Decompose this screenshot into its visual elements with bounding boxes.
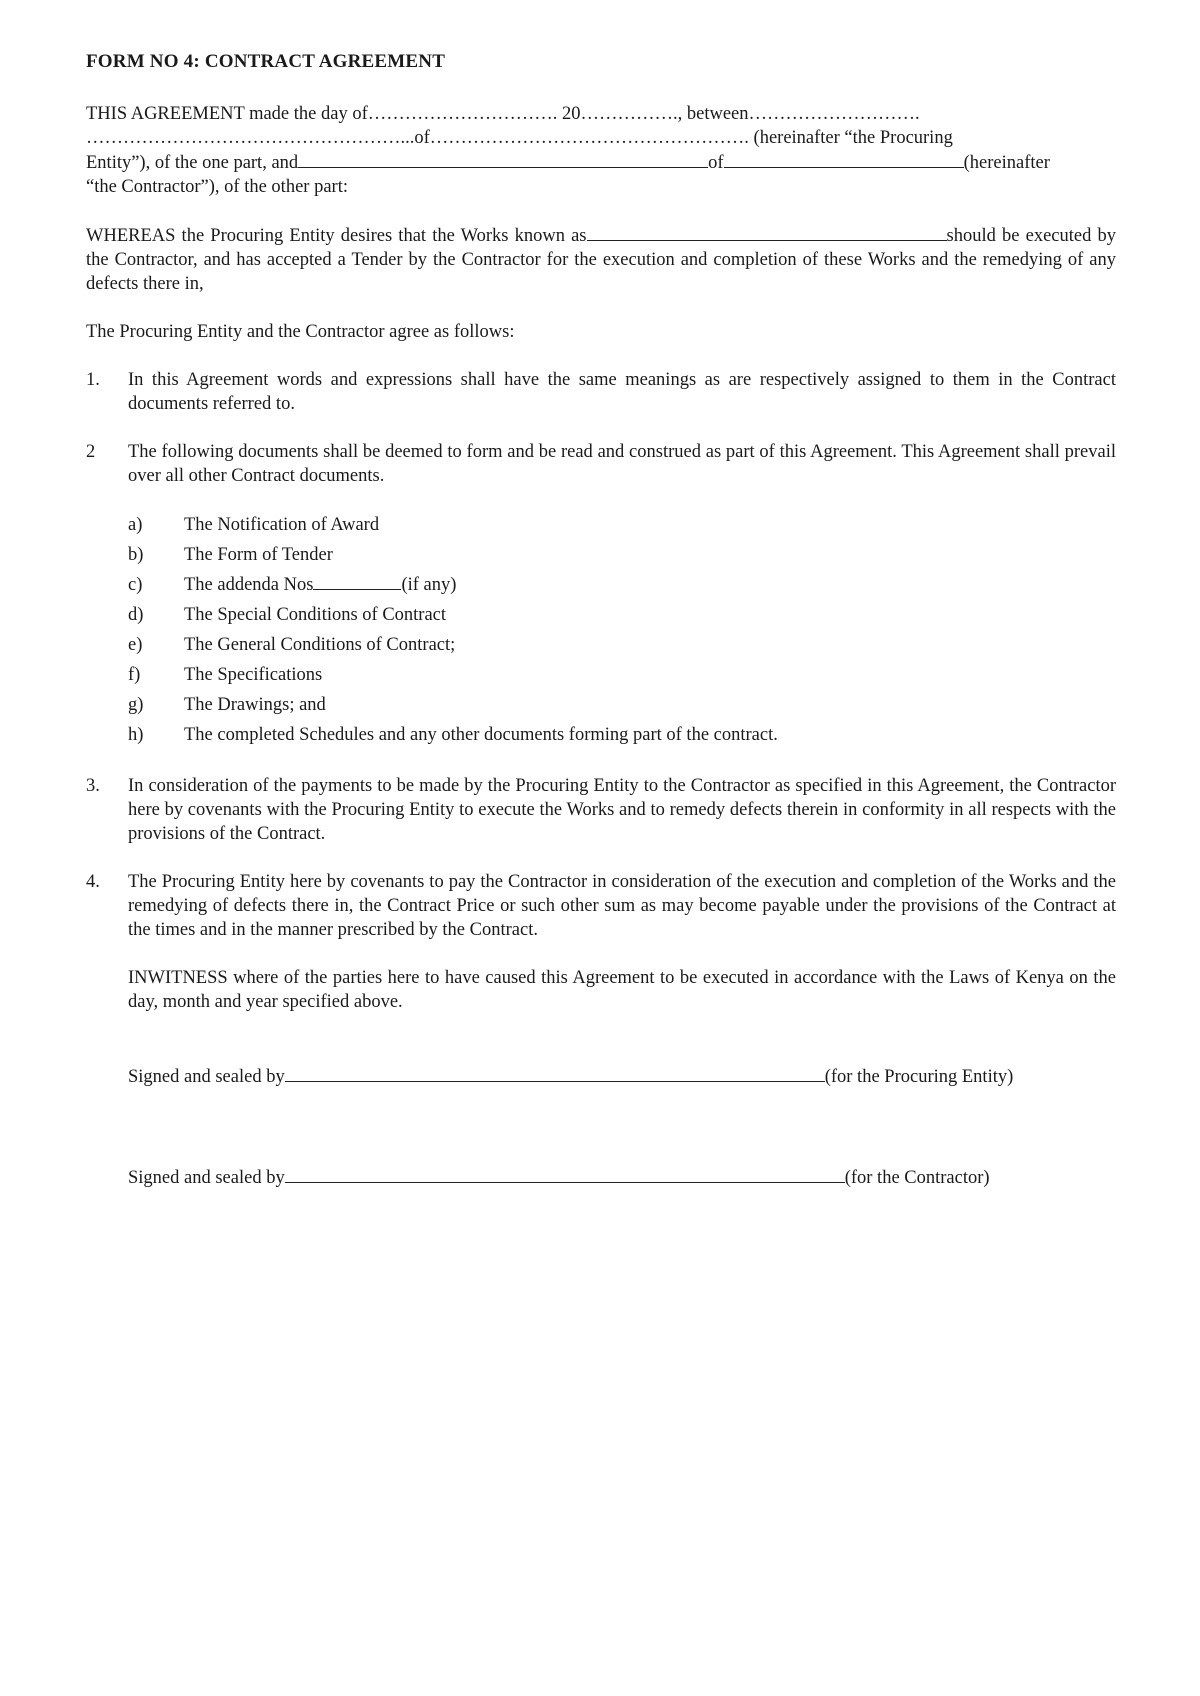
signature-party: (for the Procuring Entity): [824, 1067, 1014, 1087]
list-letter: e): [128, 635, 143, 655]
list-text: The Specifications: [184, 665, 323, 685]
signature-label: Signed and sealed by: [128, 1067, 285, 1087]
list-text-suffix: (if any): [401, 575, 457, 595]
clause-text: The following documents shall be deemed to form and be read and construed as part of this Agreement. This Agreement shall prevail over all other Contract documents.: [128, 442, 1116, 486]
list-text: The Drawings; and: [184, 695, 326, 715]
clause-number: 4.: [86, 872, 100, 892]
list-letter: a): [128, 515, 143, 535]
list-item: [128, 690, 1116, 720]
intro-line-4: “the Contractor”), of the other part:: [86, 177, 348, 197]
clause-1: [86, 368, 1116, 416]
clause-number: 2: [86, 442, 96, 462]
clause-number: 3.: [86, 776, 100, 796]
signature-line-procuring-entity: [128, 1064, 1116, 1089]
signature-party: (for the Contractor): [844, 1168, 990, 1188]
intro-parties-text: Entity”), of the one part, and: [86, 153, 299, 173]
intro-line-2: ……………………………………………...of……………………………………………. (hereinafter “the Procuring: [86, 128, 953, 148]
list-letter: c): [128, 575, 143, 595]
contract-agreement-page: [86, 50, 1116, 1190]
contractor-signature-blank[interactable]: [285, 1165, 845, 1183]
agree-statement: The Procuring Entity and the Contractor agree as follows:: [86, 322, 515, 342]
whereas-text-b: should be executed by the Contractor, and has accepted a Tender by the Contractor for the execution and completion of these Works and the remedying of any defects there in,: [86, 226, 1116, 294]
whereas-paragraph: [86, 223, 1116, 296]
clause-text: In this Agreement words and expressions shall have the same meanings as are respectively assigned to them in the Contract documents referred to.: [128, 370, 1116, 414]
list-letter: b): [128, 545, 144, 565]
list-item: [128, 570, 1116, 600]
clause-text: In consideration of the payments to be made by the Procuring Entity to the Contractor as specified in this Agreement, the Contractor here by covenants with the Procuring Entity to execute the Works and to remedy defects therein in conformity in all respects with the provisions of the Contract.: [128, 776, 1116, 844]
list-text: The Special Conditions of Contract: [184, 605, 447, 625]
list-item: [128, 660, 1116, 690]
intro-of-text: of: [708, 153, 724, 173]
contractor-address-blank: [724, 150, 964, 168]
whereas-text-a: WHEREAS the Procuring Entity desires that the Works known as: [86, 226, 587, 246]
clause-2: [86, 440, 1116, 488]
list-letter: g): [128, 695, 144, 715]
list-text: The Notification of Award: [184, 515, 380, 535]
contractor-name-blank: [298, 150, 708, 168]
addenda-numbers-blank: [313, 570, 401, 590]
list-text: The completed Schedules and any other documents forming part of the contract.: [184, 725, 778, 745]
list-letter: f): [128, 665, 141, 685]
signature-label: Signed and sealed by: [128, 1168, 285, 1188]
clause-4: [86, 870, 1116, 942]
intro-line-3: [86, 150, 1116, 175]
works-name-blank: [587, 223, 947, 241]
list-item: [128, 600, 1116, 630]
list-item: [128, 510, 1116, 540]
contract-documents-list: [128, 510, 1116, 750]
list-item: [128, 720, 1116, 750]
list-letter: h): [128, 725, 144, 745]
list-text: The addenda Nos: [184, 575, 314, 595]
form-title: FORM NO 4: CONTRACT AGREEMENT: [86, 51, 446, 72]
list-item: [128, 540, 1116, 570]
list-item: [128, 630, 1116, 660]
clause-number: 1.: [86, 370, 100, 390]
clause-3: [86, 774, 1116, 846]
list-letter: d): [128, 605, 144, 625]
intro-line-1: THIS AGREEMENT made the day of…………………………. 20……………., between……………………….: [86, 104, 920, 124]
list-text: The General Conditions of Contract;: [184, 635, 456, 655]
list-text: The Form of Tender: [184, 545, 333, 565]
intro-hereinafter-text: (hereinafter: [963, 153, 1050, 173]
clause-text: The Procuring Entity here by covenants to pay the Contractor in consideration of the execution and completion of the Works and the remedying of defects there in, the Contract Price or such other sum as may become payable under the provisions of the Contract at the times and in the manner prescribed by the Contract.: [128, 872, 1116, 940]
procuring-entity-signature-blank[interactable]: [285, 1064, 825, 1082]
signature-line-contractor: [128, 1165, 1116, 1190]
witness-paragraph: INWITNESS where of the parties here to have caused this Agreement to be executed in accordance with the Laws of Kenya on the day, month and year specified above.: [128, 968, 1116, 1012]
